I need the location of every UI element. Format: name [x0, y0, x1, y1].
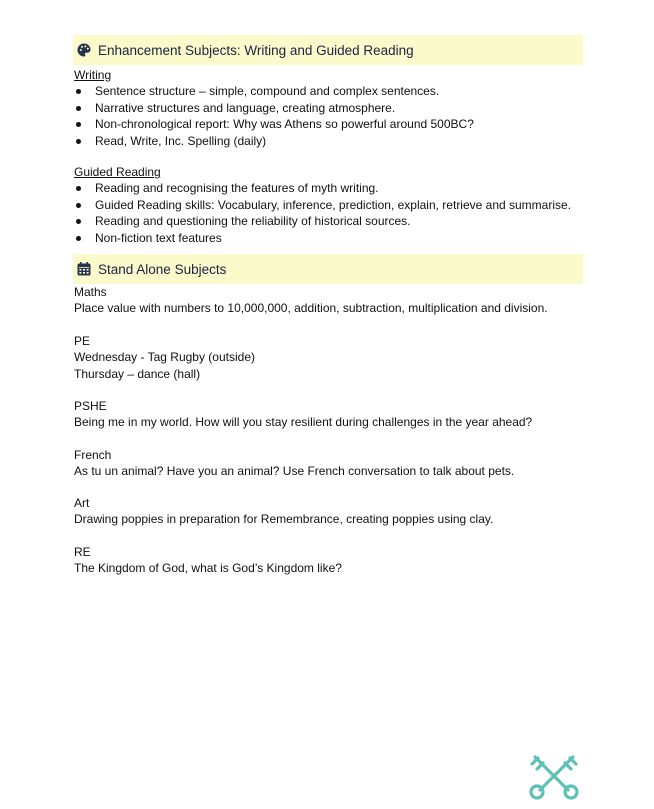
crossed-keys-logo	[526, 754, 582, 800]
subject-name: PSHE	[74, 399, 107, 413]
subject-detail: Thursday – dance (hall)	[74, 366, 201, 381]
subject-name: PE	[74, 334, 91, 348]
subject-detail: Wednesday - Tag Rugby (outside)	[74, 350, 255, 365]
subject-name: Maths	[74, 285, 107, 299]
guided-reading-heading: Guided Reading	[74, 165, 161, 179]
writing-section	[74, 67, 474, 149]
list-item: Guided Reading skills: Vocabulary, inference, prediction, explain, retrieve and summarise.	[74, 197, 571, 213]
stand-alone-header	[73, 254, 583, 284]
calendar-icon	[76, 261, 92, 277]
subject-french	[74, 447, 514, 480]
subject-name: Art	[74, 496, 90, 510]
subject-maths	[74, 284, 548, 317]
subject-detail: As tu un animal? Have you an animal? Use French conversation to talk about pets.	[74, 464, 515, 479]
list-item: Non-fiction text features	[74, 230, 571, 246]
subject-name: RE	[74, 545, 91, 559]
subject-detail: Being me in my world. How will you stay resilient during challenges in the year ahead?	[74, 415, 533, 430]
writing-list	[74, 83, 474, 149]
writing-heading: Writing	[74, 68, 112, 82]
list-item: Non-chronological report: Why was Athens so powerful around 500BC?	[74, 116, 474, 132]
list-item: Narrative structures and language, creating atmosphere.	[74, 100, 474, 116]
subject-re	[74, 544, 342, 577]
palette-icon	[76, 42, 92, 58]
subject-name: French	[74, 448, 112, 462]
subject-detail: Drawing poppies in preparation for Remembrance, creating poppies using clay.	[74, 512, 494, 527]
subject-detail: Place value with numbers to 10,000,000, addition, subtraction, multiplication and division.	[74, 301, 548, 316]
list-item: Reading and questioning the reliability of historical sources.	[74, 213, 571, 229]
list-item: Read, Write, Inc. Spelling (daily)	[74, 133, 474, 149]
subject-detail: The Kingdom of God, what is God’s Kingdom like?	[74, 561, 342, 576]
subject-pshe	[74, 398, 532, 431]
subject-art	[74, 495, 493, 528]
stand-alone-title: Stand Alone Subjects	[98, 261, 227, 277]
list-item: Sentence structure – simple, compound and complex sentences.	[74, 83, 474, 99]
enhancement-title: Enhancement Subjects: Writing and Guided Reading	[98, 42, 414, 58]
guided-reading-section	[74, 164, 571, 246]
subject-pe	[74, 333, 255, 382]
list-item: Reading and recognising the features of myth writing.	[74, 180, 571, 196]
guided-reading-list	[74, 180, 571, 246]
enhancement-header	[73, 35, 583, 65]
